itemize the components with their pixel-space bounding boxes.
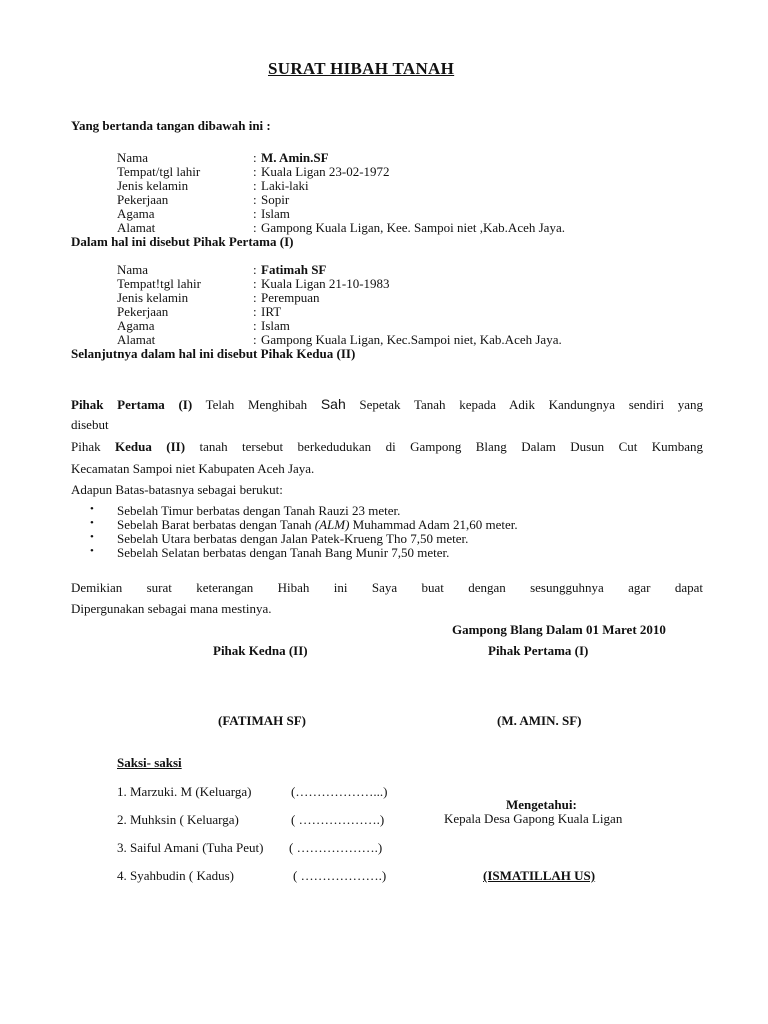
pihak-pertama-caption: Dalam hal ini disebut Pihak Pertama (I) [71, 234, 294, 249]
field-colon: : [253, 262, 257, 277]
field-row [0, 220, 768, 234]
paragraph-text: Sepetak Tanah kepada Adik Kandungnya sendiri yang [359, 397, 703, 412]
location-paragraph-line [71, 439, 703, 455]
mengetahui-label: Mengetahui: [506, 797, 577, 812]
field-colon: : [253, 206, 257, 221]
saksi-name: 4. Syahbudin ( Kadus) [117, 868, 234, 883]
field-colon: : [253, 220, 257, 235]
paragraph-text: tanah tersebut berkedudukan di Gampong Blang Dalam Dusun Cut Kumbang [199, 439, 704, 454]
closing-line: Demikian surat keterangan Hibah ini Saya buat dengan sesungguhnya agar dapat [71, 580, 703, 595]
paragraph-text: Kecamatan Sampoi niet Kabupaten Aceh Jaya. [71, 461, 315, 476]
saksi-signature-dots: (………………...) [291, 784, 388, 799]
field-colon: : [253, 178, 257, 193]
field-value: Sopir [261, 192, 290, 207]
sign-left-name: (FATIMAH SF) [218, 713, 306, 728]
bullet-icon: • [90, 531, 94, 543]
bullet-icon: • [90, 517, 94, 529]
field-label: Pekerjaan [117, 192, 169, 207]
field-value: Perempuan [261, 290, 320, 305]
field-colon: : [253, 332, 257, 347]
saksi-signature-dots: ( ……………….) [293, 868, 387, 883]
batas-text: Sebelah Barat berbatas dengan Tanah (ALM) Muhammad Adam 21,60 meter. [117, 517, 518, 532]
paragraph-text: Telah Menghibah [205, 397, 308, 412]
field-value: M. Amin.SF [261, 150, 329, 165]
sign-left-label: Pihak Kedna (II) [213, 643, 308, 658]
field-value: Islam [261, 206, 290, 221]
saksi-name: 2. Muhksin ( Keluarga) [117, 812, 239, 827]
kepala-desa-title: Kepala Desa Gapong Kuala Ligan [444, 811, 623, 826]
field-label: Jenis kelamin [117, 290, 189, 305]
batas-intro: Adapun Batas-batasnya sebagai berukut: [71, 482, 283, 497]
field-row [0, 276, 768, 290]
field-label: Pekerjaan [117, 304, 169, 319]
intro-text: Yang bertanda tangan dibawah ini : [71, 118, 271, 133]
field-value: Fatimah SF [261, 262, 327, 277]
field-label: Agama [117, 318, 155, 333]
kepala-desa-name: (ISMATILLAH US) [483, 868, 596, 883]
saksi-title: Saksi- saksi [117, 755, 182, 770]
field-label: Tempat/tgl lahir [117, 164, 201, 179]
pihak-kedua-ref: Kedua (II) [115, 439, 186, 454]
field-row [0, 178, 768, 192]
field-label: Alamat [117, 332, 156, 347]
field-row [0, 304, 768, 318]
field-row [0, 206, 768, 220]
batas-text: Sebelah Timur berbatas dengan Tanah Rauzi 23 meter. [117, 503, 401, 518]
field-row [0, 318, 768, 332]
field-colon: : [253, 276, 257, 291]
field-colon: : [253, 304, 257, 319]
field-colon: : [253, 150, 257, 165]
sah-word: Sah [320, 396, 346, 412]
saksi-signature-dots: ( ……………….) [289, 840, 383, 855]
saksi-signature-dots: ( ……………….) [291, 812, 385, 827]
field-label: Tempat!tgl lahir [117, 276, 201, 291]
field-row [0, 164, 768, 178]
bullet-icon: • [90, 503, 94, 515]
field-row [0, 332, 768, 346]
saksi-name: 3. Saiful Amani (Tuha Peut) [117, 840, 264, 855]
field-value: Gampong Kuala Ligan, Kee. Sampoi niet ,Kab.Aceh Jaya. [261, 220, 565, 235]
field-label: Nama [117, 150, 149, 165]
field-colon: : [253, 318, 257, 333]
field-colon: : [253, 290, 257, 305]
field-value: Laki-laki [261, 178, 309, 193]
pihak-pertama-ref: Pihak Pertama (I) [71, 397, 193, 412]
paragraph-text: Pihak [71, 439, 101, 454]
field-colon: : [253, 164, 257, 179]
date-place: Gampong Blang Dalam 01 Maret 2010 [452, 622, 666, 637]
saksi-name: 1. Marzuki. M (Keluarga) [117, 784, 252, 799]
hibah-paragraph-line [71, 396, 703, 413]
field-label: Jenis kelamin [117, 178, 189, 193]
bullet-icon: • [90, 545, 94, 557]
field-value: IRT [261, 304, 282, 319]
field-label: Alamat [117, 220, 156, 235]
field-row [0, 262, 768, 276]
sign-right-name: (M. AMIN. SF) [497, 713, 582, 728]
field-label: Agama [117, 206, 155, 221]
document-title: SURAT HIBAH TANAH [268, 59, 455, 78]
field-colon: : [253, 192, 257, 207]
pihak-kedua-caption: Selanjutnya dalam hal ini disebut Pihak Kedua (II) [71, 346, 356, 361]
field-row [0, 150, 768, 164]
field-value: Islam [261, 318, 290, 333]
batas-text: Sebelah Selatan berbatas dengan Tanah Bang Munir 7,50 meter. [117, 545, 450, 560]
field-row [0, 192, 768, 206]
field-value: Kuala Ligan 21-10-1983 [261, 276, 390, 291]
field-row [0, 290, 768, 304]
field-label: Nama [117, 262, 149, 277]
batas-text: Sebelah Utara berbatas dengan Jalan Patek-Krueng Tho 7,50 meter. [117, 531, 469, 546]
field-value: Gampong Kuala Ligan, Kec.Sampoi niet, Kab.Aceh Jaya. [261, 332, 562, 347]
field-value: Kuala Ligan 23-02-1972 [261, 164, 390, 179]
sign-right-label: Pihak Pertama (I) [488, 643, 589, 658]
closing-line: Dipergunakan sebagai mana mestinya. [71, 601, 272, 616]
paragraph-text: disebut [71, 417, 109, 432]
